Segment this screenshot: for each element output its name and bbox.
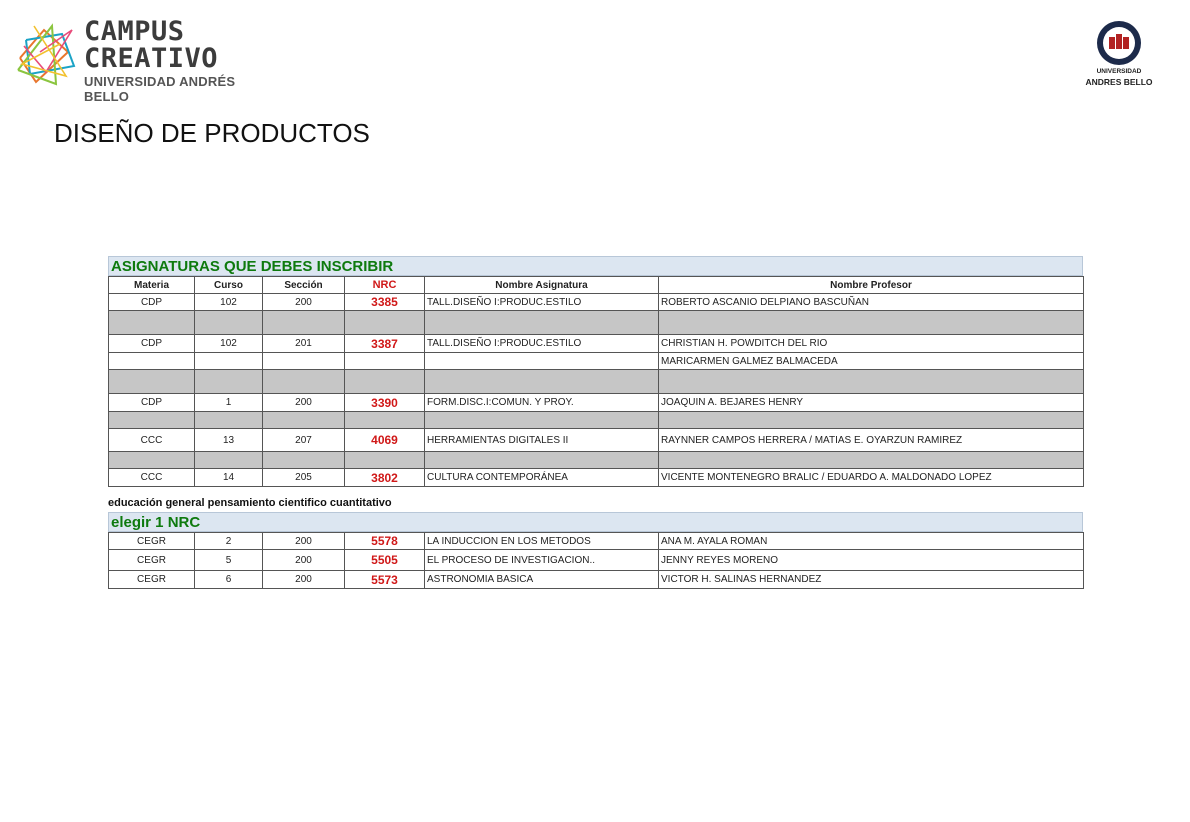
- cell-seccion: 200: [263, 533, 345, 550]
- cell-materia: CDP: [109, 294, 195, 311]
- table-row: [109, 571, 1084, 589]
- cell-seccion: 201: [263, 335, 345, 353]
- cell-asignatura: LA INDUCCION EN LOS METODOS: [425, 533, 659, 550]
- table-row-empty: [109, 412, 1084, 429]
- table-row: [109, 429, 1084, 452]
- cell-asignatura: FORM.DISC.I:COMUN. Y PROY.: [425, 394, 659, 412]
- cell-asignatura: EL PROCESO DE INVESTIGACION..: [425, 550, 659, 571]
- cell-profesor: JOAQUIN A. BEJARES HENRY: [659, 394, 1084, 412]
- page-title: DISEÑO DE PRODUCTOS: [54, 118, 370, 148]
- courses-table-block: [108, 256, 1083, 487]
- cell-nrc: 4069: [345, 429, 425, 452]
- cell-profesor: ANA M. AYALA ROMAN: [659, 533, 1084, 550]
- courses-table: [108, 276, 1084, 487]
- cell-seccion: 200: [263, 394, 345, 412]
- cell-materia: CCC: [109, 429, 195, 452]
- cell-curso: 6: [195, 571, 263, 589]
- cell-materia: CEGR: [109, 550, 195, 571]
- table-row: [109, 533, 1084, 550]
- cell-materia: CEGR: [109, 571, 195, 589]
- table-row: [109, 394, 1084, 412]
- header-materia: Materia: [109, 277, 195, 294]
- cell-nrc: 3387: [345, 335, 425, 353]
- cell-curso: 102: [195, 294, 263, 311]
- header-seccion: Sección: [263, 277, 345, 294]
- cell-profesor: MARICARMEN GALMEZ BALMACEDA: [659, 353, 1084, 370]
- table-row: [109, 353, 1084, 370]
- cell-asignatura: TALL.DISEÑO I:PRODUC.ESTILO: [425, 335, 659, 353]
- table-row: [109, 335, 1084, 353]
- cell-nrc: 5573: [345, 571, 425, 589]
- cell-asignatura: ASTRONOMIA BASICA: [425, 571, 659, 589]
- cell-seccion: 207: [263, 429, 345, 452]
- cell-curso: 2: [195, 533, 263, 550]
- seal-text-universidad: UNIVERSIDAD: [1096, 68, 1142, 75]
- header-nombre-profesor: Nombre Profesor: [659, 277, 1084, 294]
- header-nrc: NRC: [345, 277, 425, 294]
- university-seal-icon: [1096, 20, 1142, 66]
- table-row-empty: [109, 311, 1084, 335]
- cell-profesor: VICTOR H. SALINAS HERNANDEZ: [659, 571, 1084, 589]
- elective-table: [108, 532, 1084, 589]
- seal-text-andres-bello: ANDRES BELLO: [1085, 77, 1153, 87]
- cell-materia: CEGR: [109, 533, 195, 550]
- cell-seccion: 200: [263, 294, 345, 311]
- cell-curso: 13: [195, 429, 263, 452]
- cell-nrc: 5578: [345, 533, 425, 550]
- elective-table-banner: elegir 1 NRC: [108, 512, 1083, 532]
- cell-profesor: VICENTE MONTENEGRO BRALIC / EDUARDO A. MALDONADO LOPEZ: [659, 469, 1084, 487]
- table-row: [109, 550, 1084, 571]
- header-curso: Curso: [195, 277, 263, 294]
- cell-asignatura: TALL.DISEÑO I:PRODUC.ESTILO: [425, 294, 659, 311]
- header-nombre-asignatura: Nombre Asignatura: [425, 277, 659, 294]
- cell-curso: 5: [195, 550, 263, 571]
- campus-creativo-mark-icon: [16, 22, 78, 88]
- cell-curso: 14: [195, 469, 263, 487]
- cell-nrc: 3385: [345, 294, 425, 311]
- cell-nrc: 5505: [345, 550, 425, 571]
- cell-nrc: 3390: [345, 394, 425, 412]
- cell-curso: 102: [195, 335, 263, 353]
- cell-materia: CCC: [109, 469, 195, 487]
- cell-asignatura: CULTURA CONTEMPORÁNEA: [425, 469, 659, 487]
- andres-bello-seal: [1084, 20, 1154, 94]
- cell-asignatura: HERRAMIENTAS DIGITALES II: [425, 429, 659, 452]
- cell-curso: 1: [195, 394, 263, 412]
- cell-profesor: RAYNNER CAMPOS HERRERA / MATIAS E. OYARZUN RAMIREZ: [659, 429, 1084, 452]
- cell-profesor: JENNY REYES MORENO: [659, 550, 1084, 571]
- courses-table-banner: ASIGNATURAS QUE DEBES INSCRIBIR: [108, 256, 1083, 276]
- table-header-row: [109, 277, 1084, 294]
- cell-seccion: 200: [263, 550, 345, 571]
- table-row-empty: [109, 452, 1084, 469]
- cell-nrc: 3802: [345, 469, 425, 487]
- table-row: [109, 294, 1084, 311]
- logo-line-creativo: CREATIVO: [84, 43, 219, 74]
- table-row-empty: [109, 370, 1084, 394]
- cell-materia: CDP: [109, 335, 195, 353]
- campus-creativo-logo: [16, 16, 256, 104]
- table-row: [109, 469, 1084, 487]
- cell-materia: CDP: [109, 394, 195, 412]
- cell-profesor: CHRISTIAN H. POWDITCH DEL RIO: [659, 335, 1084, 353]
- general-education-note: educación general pensamiento cientifico cuantitativo: [108, 497, 392, 509]
- logo-line-campus: CAMPUS: [84, 16, 185, 47]
- elective-table-block: [108, 512, 1083, 589]
- cell-profesor: ROBERTO ASCANIO DELPIANO BASCUÑAN: [659, 294, 1084, 311]
- cell-seccion: 200: [263, 571, 345, 589]
- cell-seccion: 205: [263, 469, 345, 487]
- logo-line-university: UNIVERSIDAD ANDRÉS BELLO: [84, 74, 236, 104]
